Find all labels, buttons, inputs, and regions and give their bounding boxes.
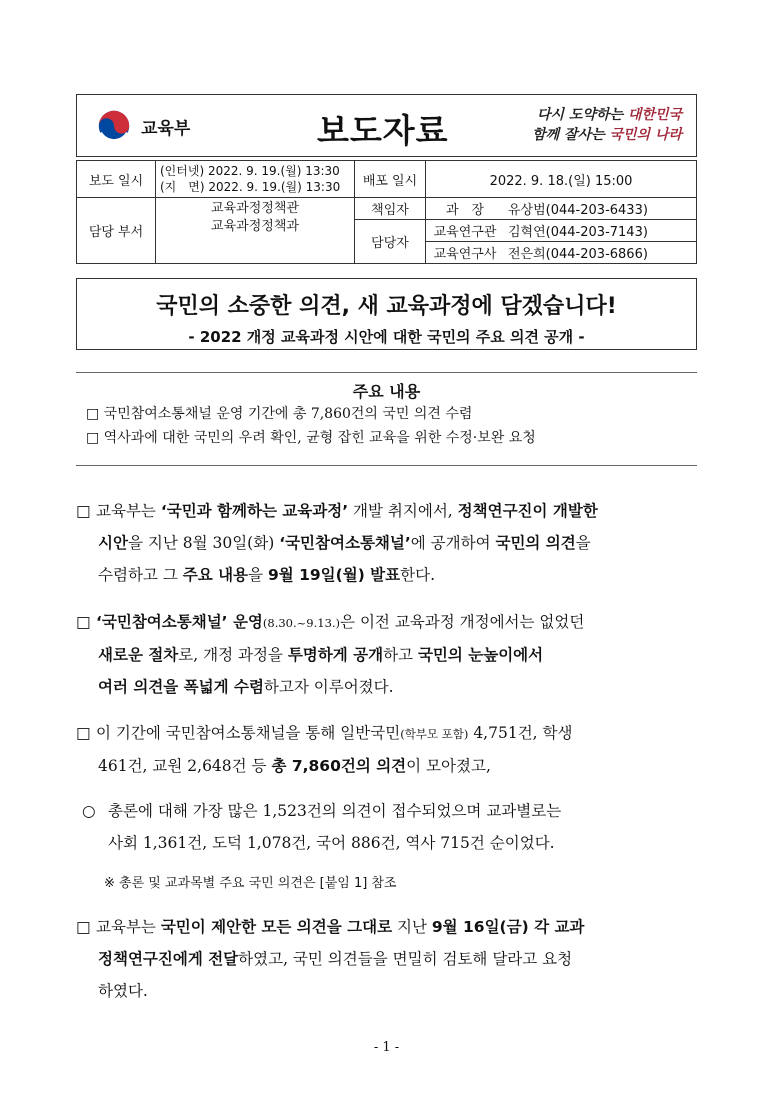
p1-bold-i: 국민의 의견 — [495, 534, 576, 552]
paragraph-2 — [76, 606, 706, 703]
p4-text-g: 하였다. — [98, 982, 148, 1000]
p1-bold-b: ‘국민과 함께하는 교육과정’ — [160, 502, 349, 520]
p2-text-c: 은 이전 교육과정 개정에서는 없었던 — [340, 613, 585, 631]
paragraph-3 — [76, 717, 706, 782]
dept-label: 담당 부서 — [77, 198, 156, 264]
release-print: (지 면) 2022. 9. 19.(월) 13:30 — [160, 180, 341, 194]
p1-bold-l: 주요 내용 — [182, 566, 249, 584]
p2-bold-d: 새로운 절차 — [98, 646, 179, 664]
summary-section — [76, 372, 697, 466]
release-date-label: 보도 일시 — [77, 161, 156, 198]
page-number: - 1 - — [373, 1040, 400, 1055]
p1-text-o: 한다. — [400, 566, 435, 584]
p3-text-d: 461건, 교원 2,648건 등 — [98, 757, 272, 775]
p1-text-h: 에 공개하여 — [410, 534, 496, 552]
dept-line2: 교육과정정책과 — [211, 219, 299, 234]
summary-heading: 주요 내용 — [352, 382, 421, 401]
p2-bold-i: 여러 의견을 폭넓게 수렴 — [98, 678, 264, 696]
paragraph-3-sub — [82, 795, 706, 859]
circle-bullet: ○ — [82, 802, 96, 820]
release-internet: (인터넷) 2022. 9. 19.(월) 13:30 — [160, 164, 340, 178]
contact2-name: 전은희(044-203-6866) — [504, 242, 697, 264]
p1-bold-d: 정책연구진이 개발한 — [457, 502, 598, 520]
release-info-table — [76, 160, 697, 264]
ministry-name: 교육부 — [141, 118, 191, 139]
p4-bold-d: 9월 16일(금) 각 교과 — [431, 918, 585, 936]
slogan-line1-b: 대한민국 — [627, 107, 682, 123]
contact1-name: 김혁연(044-203-7143) — [504, 220, 697, 242]
head-label: 책임자 — [355, 198, 426, 220]
headline: 국민의 소중한 의견, 새 교육과정에 담겠습니다! — [156, 294, 617, 319]
summary-item-2: □ 역사과에 대한 국민의 우려 확인, 균형 잡힌 교육을 위한 수정·보완 요청 — [86, 430, 536, 446]
reference-note: ※ 총론 및 교과목별 주요 국민 의견은 [붙임 1] 참조 — [104, 876, 397, 891]
summary-item-1: □ 국민참여소통채널 운영 기간에 총 7,860건의 국민 의견 수렴 — [86, 406, 473, 422]
p2-text-g: 하고 — [383, 646, 418, 664]
taeguk-logo-icon — [95, 107, 133, 145]
p2-bold-f: 투명하게 공개 — [287, 646, 384, 664]
p1-text-k: 수렴하고 그 — [98, 566, 183, 584]
p4-bold-e: 정책연구진에게 전달 — [98, 950, 239, 968]
p1-text-m: 을 — [248, 566, 268, 584]
p3-bold-e: 총 7,860건의 의견 — [271, 757, 407, 775]
p2-bold-a: ‘국민참여소통채널’ 운영 — [96, 613, 263, 631]
dept-line1: 교육과정정책관 — [211, 201, 299, 216]
p1-text-f: 을 지난 8월 30일(화) — [127, 534, 280, 552]
p1-bold-e: 시안 — [98, 534, 128, 552]
slogan — [502, 105, 682, 145]
header-box — [76, 94, 697, 157]
p3-text-a: 이 기간에 국민참여소통채널을 통해 일반국민 — [96, 724, 401, 742]
contact2-title: 교육연구사 — [426, 242, 505, 264]
slogan-line2-a: 함께 잘사는 — [532, 127, 610, 143]
p4-text-a: 교육부는 — [96, 918, 161, 936]
p3-text-c: 4,751건, 학생 — [468, 724, 573, 742]
dept-value — [156, 198, 355, 264]
p1-text-a: 교육부는 — [96, 502, 161, 520]
p1-text-j: 을 — [575, 534, 591, 552]
slogan-line2-b: 국민의 나라 — [609, 127, 682, 143]
p3-sub-line1: 총론에 대해 가장 많은 1,523건의 의견이 접수되었으며 교과별로는 — [108, 802, 562, 820]
release-date-value — [156, 161, 355, 198]
distribution-value: 2022. 9. 18.(일) 15:00 — [426, 161, 697, 198]
head-name: 유상범(044-203-6433) — [504, 198, 697, 220]
p1-bold-n: 9월 19일(월) 발표 — [267, 566, 401, 584]
paragraph-1 — [76, 495, 706, 591]
distribution-label: 배포 일시 — [355, 161, 426, 198]
p4-text-c: 지난 — [392, 918, 432, 936]
p2-note-b: (8.30.~9.13.) — [262, 616, 341, 630]
p3-sub-line2: 사회 1,361건, 도덕 1,078건, 국어 886건, 역사 715건 순이었다. — [108, 834, 555, 852]
p3-text-f: 이 모아졌고, — [406, 757, 491, 775]
p4-bold-b: 국민이 제안한 모든 의견을 그대로 — [160, 918, 393, 936]
p1-bold-g: ‘국민참여소통채널’ — [279, 534, 411, 552]
headline-box — [76, 278, 697, 350]
slogan-line1-a: 다시 도약하는 — [536, 107, 628, 123]
p1-text-c: 개발 취지에서, — [348, 502, 458, 520]
contact1-title: 교육연구관 — [426, 220, 505, 242]
press-release-title: 보도자료 — [317, 111, 449, 150]
p2-text-j: 하고자 이루어졌다. — [263, 678, 394, 696]
ministry-logo — [95, 107, 190, 145]
checkbox-bullet: □ — [76, 502, 91, 520]
head-title: 과 장 — [426, 198, 505, 220]
p3-note-b: (학부모 포함) — [400, 727, 469, 741]
p2-text-e: 로, 개정 과정을 — [178, 646, 288, 664]
paragraph-4 — [76, 911, 706, 1007]
p2-bold-h: 국민의 눈높이에서 — [417, 646, 544, 664]
contact-label: 담당자 — [355, 220, 426, 264]
checkbox-bullet: □ — [76, 724, 91, 742]
p4-text-f: 하였고, 국민 의견들을 면밀히 검토해 달라고 요청 — [238, 950, 573, 968]
subheadline: - 2022 개정 교육과정 시안에 대한 국민의 주요 의견 공개 - — [188, 328, 585, 346]
checkbox-bullet: □ — [76, 613, 91, 631]
checkbox-bullet: □ — [76, 918, 91, 936]
